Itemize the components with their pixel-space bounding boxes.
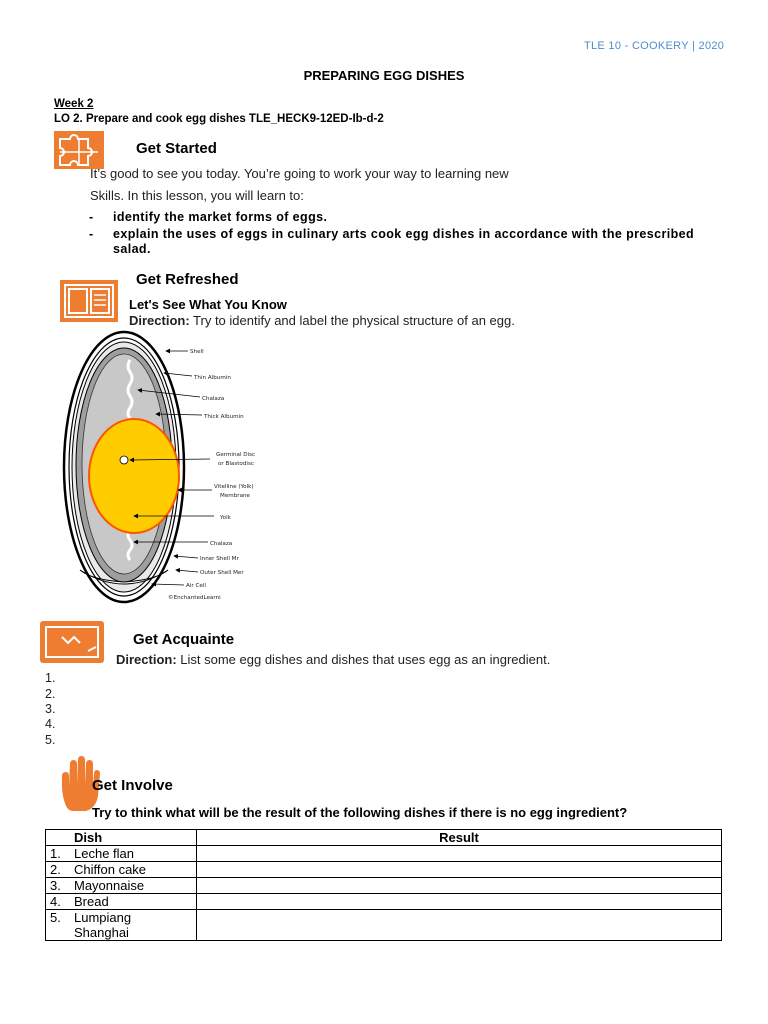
intro-line-2: Skills. In this lesson, you will learn to: [90,188,304,203]
objective-item-2 [89,227,709,259]
result-cell[interactable] [197,894,722,910]
table-row [46,878,722,894]
get-involve-title: Get Involve [92,777,173,794]
learning-objective: LO 2. Prepare and cook egg dishes TLE_HECK9-12ED-Ib-d-2 [54,113,384,125]
result-cell[interactable] [197,878,722,894]
label-air-cell: Air Cell [186,583,206,589]
list-item: 2. [45,687,56,701]
dish-name: Bread [74,894,109,909]
get-refreshed-title: Get Refreshed [136,271,239,288]
table-row [46,862,722,878]
table-row [46,910,722,941]
dish-cell [46,894,197,910]
intro-line-1: It’s good to see you today. You’re going to work your way to learning new [90,166,509,181]
label-vitelline-2: Membrane [220,493,250,499]
header-result: Result [197,830,722,846]
row-number: 3. [50,878,61,893]
objective-text: explain the uses of eggs in culinary arts cook egg dishes in accordance with the prescribed salad. [113,227,695,256]
dish-result-table [45,829,722,941]
label-germinal-disc-2: or Blastodisc [218,461,254,467]
row-number: 5. [50,910,61,925]
dish-name: Mayonnaise [74,878,145,893]
get-acquainted-title: Get Acquainte [133,631,235,648]
direction-label: Direction: [129,313,190,328]
result-cell[interactable] [197,846,722,862]
acquainted-direction [116,652,550,667]
whiteboard-icon [40,621,104,668]
list-item: 4. [45,717,56,731]
involve-question: Try to think what will be the result of the following dishes if there is no egg ingredient? [92,805,628,820]
result-cell[interactable] [197,910,722,941]
get-started-title: Get Started [136,140,217,157]
dish-name: Leche flan [74,846,134,861]
dish-name: Chiffon cake [74,862,147,877]
dish-cell [46,846,197,862]
result-cell[interactable] [197,862,722,878]
dish-cell [46,910,197,941]
list-item: 5. [45,733,56,747]
bullet-dash: - [89,227,94,241]
refreshed-direction [129,313,515,328]
direction-text: Try to identify and label the physical structure of an egg. [189,313,515,328]
get-refreshed-subtitle: Let's See What You Know [129,297,287,312]
bullet-dash: - [89,210,94,224]
germinal-disc [120,456,128,464]
document-title: PREPARING EGG DISHES [303,68,465,83]
label-outer-shell-membrane: Outer Shell Mer [200,570,244,576]
row-number: 1. [50,846,61,861]
row-number: 2. [50,862,61,877]
table-row [46,894,722,910]
direction-text: List some egg dishes and dishes that uses egg as an ingredient. [176,652,551,667]
table-row [46,846,722,862]
book-icon [60,280,118,327]
dish-cell [46,878,197,894]
label-thick-albumin: Thick Albumin [204,414,244,420]
dish-cell [46,862,197,878]
week-label: Week 2 [54,98,94,110]
objective-item-1 [89,210,709,226]
label-shell: Shell [190,349,204,355]
course-header: TLE 10 - COOKERY | 2020 [584,40,725,52]
label-yolk: Yolk [220,515,231,521]
direction-label: Direction: [116,652,177,667]
image-credit: ©EnchantedLearni [168,595,221,601]
label-chalaza-bottom: Chalaza [210,541,233,547]
label-thin-albumin: Thin Albumin [194,375,231,381]
objective-text: identify the market forms of eggs. [113,210,328,224]
label-vitelline-1: Vitelline (Yolk) [214,484,254,490]
row-number: 4. [50,894,61,909]
label-germinal-disc-1: Germinal Disc [216,452,256,458]
label-chalaza-top: Chalaza [202,396,225,402]
label-inner-shell-membrane: Inner Shell Mr [200,556,239,562]
list-item: 3. [45,702,56,716]
header-dish: Dish [46,830,197,846]
egg-diagram [60,330,260,609]
dish-name: Lumpiang Shanghai [74,910,132,940]
list-item: 1. [45,671,56,685]
table-header-row [46,830,722,846]
